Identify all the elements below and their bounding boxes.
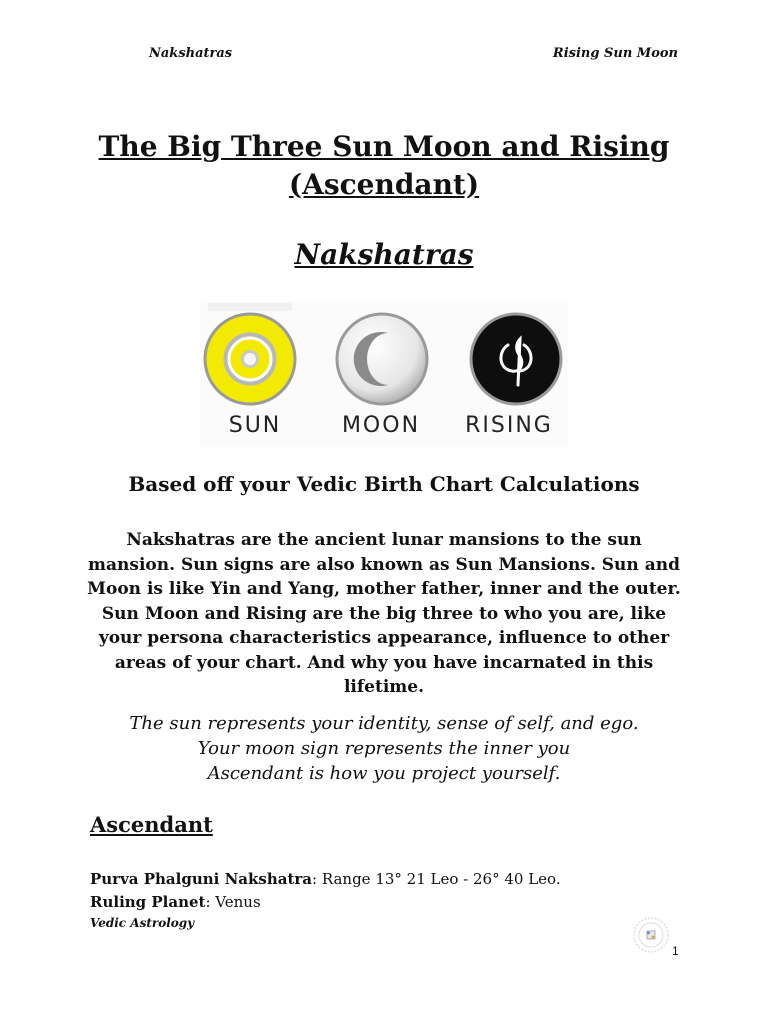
nakshatra-line — [90, 870, 561, 888]
rising-icon — [468, 311, 564, 407]
ruling-planet-value: : Venus — [205, 893, 261, 911]
nakshatra-label: Purva Phalguni Nakshatra — [90, 870, 313, 888]
page-number: 1 — [672, 944, 679, 958]
moon-icon — [334, 311, 430, 407]
header-right: Rising Sun Moon — [552, 46, 678, 61]
ruling-planet-label: Ruling Planet — [90, 893, 206, 911]
page-title: The Big Three Sun Moon and Rising — [98, 130, 670, 163]
page-subtitle: Nakshatras — [294, 238, 474, 271]
sun-icon — [202, 311, 298, 407]
rising-label: RISING — [465, 413, 553, 438]
moon-label: MOON — [341, 413, 421, 438]
quote-line: Your moon sign represents the inner you — [197, 738, 571, 759]
big-three-image — [200, 301, 568, 447]
header-left: Nakshatras — [149, 46, 233, 61]
nakshatra-value: : Range 13° 21 Leo - 26° 40 Leo. — [312, 870, 561, 888]
footer-note: Vedic Astrology — [90, 916, 195, 930]
quote-line: The sun represents your identity, sense of self, and ego. — [129, 713, 639, 734]
section-heading: Based off your Vedic Birth Chart Calculations — [128, 472, 640, 496]
page-title-line2: (Ascendant) — [288, 168, 480, 201]
ascendant-heading: Ascendant — [90, 812, 213, 837]
intro-paragraph: Nakshatras are the ancient lunar mansions to the sun mansion. Sun signs are also known as Sun Mansions. Sun and Moon is like Yin and Yang, mother father, inner and the outer. Sun Moon and Rising are the big three to who you are, like your persona characteristics appearance, influence to other areas of your chart. And why you have incarnated in this lifetime. — [87, 530, 681, 697]
quote-line: Ascendant is how you project yourself. — [207, 763, 561, 784]
mandala-logo-icon — [632, 916, 670, 954]
ruling-planet-line — [90, 893, 261, 911]
sun-label: SUN — [228, 413, 282, 438]
